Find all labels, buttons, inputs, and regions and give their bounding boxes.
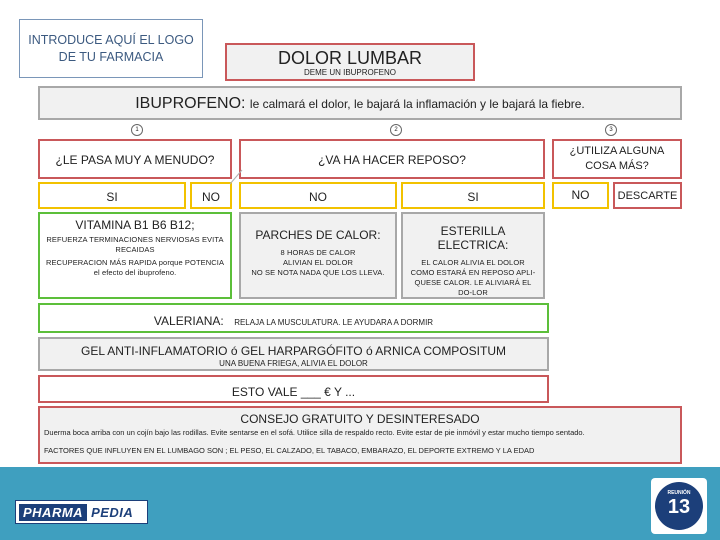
- question-rest: [239, 139, 545, 179]
- step-marker-3: 3: [605, 124, 617, 136]
- step-marker-1: 1: [131, 124, 143, 136]
- answer-no-rest: [239, 182, 397, 209]
- vitamina-box: [38, 212, 232, 299]
- pharmacy-logo-placeholder: [19, 19, 203, 78]
- answer-no-other-text: NO: [571, 188, 590, 202]
- gel-box: [38, 337, 549, 371]
- answer-si-frequency: [38, 182, 186, 209]
- parches-title: PARCHES DE CALOR:: [255, 228, 381, 242]
- vitamina-title: VITAMINA B1 B6 B12;: [75, 218, 195, 232]
- gel-text: UNA BUENA FRIEGA, ALIVIA EL DOLOR: [219, 359, 368, 368]
- parches-line-2: ALIVIAN EL DOLOR: [282, 258, 354, 267]
- question-rest-text: ¿VA HA HACER REPOSO?: [318, 153, 466, 167]
- reunion-13-badge: [655, 482, 703, 530]
- question-frequency: [38, 139, 232, 179]
- vitamina-line-2: RECUPERACION MÁS RAPIDA porque POTENCIA el efecto del ibuprofeno.: [45, 258, 225, 277]
- vitamina-line-1: REFUERZA TERMINACIONES NERVIOSAS EVITA RECAIDAS: [46, 235, 224, 254]
- question-frequency-text: ¿LE PASA MUY A MENUDO?: [55, 153, 215, 167]
- valeriana-title: VALERIANA:: [153, 314, 224, 328]
- price-box: [38, 375, 549, 403]
- price-text: ESTO VALE ___ € Y ...: [231, 385, 356, 399]
- esterilla-title: ESTERILLA ELECTRICA:: [437, 224, 509, 252]
- parches-line-1: 8 HORAS DE CALOR: [280, 248, 356, 257]
- reunion-number: 13: [667, 496, 691, 518]
- valeriana-box: [38, 303, 549, 333]
- answer-no-frequency-text: NO: [202, 190, 220, 204]
- pharmapedia-logo-part-a: PHARMA: [19, 504, 87, 521]
- pharmapedia-logo-part-b: PEDIA: [91, 504, 134, 520]
- logo-placeholder-text: INTRODUCE AQUÍ EL LOGO DE TU FARMACIA: [28, 33, 194, 64]
- connector-line: [226, 168, 246, 188]
- reunion-label: REUNIÓN: [667, 490, 691, 496]
- ibuprofeno-banner: [38, 86, 682, 120]
- answer-no-rest-text: NO: [309, 190, 327, 204]
- answer-descarte-text: DESCARTE: [617, 190, 678, 202]
- step-marker-2: 2: [390, 124, 402, 136]
- header-box: [225, 43, 475, 81]
- question-other-text: ¿UTILIZA ALGUNA COSA MÁS?: [569, 145, 665, 172]
- valeriana-text: RELAJA LA MUSCULATURA. LE AYUDARA A DORMIR: [234, 318, 434, 327]
- reunion-13-logo: [651, 478, 707, 534]
- gel-title: GEL ANTI-INFLAMATORIO ó GEL HARPARGÓFITO ó ARNICA COMPOSITUM: [81, 344, 506, 358]
- answer-no-other: [552, 182, 609, 209]
- answer-si-frequency-text: SI: [106, 190, 118, 204]
- esterilla-box: [401, 212, 545, 299]
- answer-si-rest: [401, 182, 545, 209]
- parches-box: [239, 212, 397, 299]
- consejo-line-2: FACTORES QUE INFLUYEN EN EL LUMBAGO SON ; EL PESO, EL CALZADO, EL TABACO, EMBARAZO, EL DEPORTE EXTREMO Y LA EDAD: [44, 446, 535, 455]
- parches-line-3: NO SE NOTA NADA QUE LOS LLEVA.: [251, 268, 385, 277]
- page-title: DOLOR LUMBAR: [277, 48, 423, 68]
- answer-si-rest-text: SI: [467, 190, 479, 204]
- consejo-line-1: Duerma boca arriba con un cojín bajo las rodillas. Evite sentarse en el sofá. Utilice silla de respaldo recto. Evite estar de pie inmóvil y estar mucho tiempo sentado.: [44, 428, 585, 437]
- page-subtitle: DEME UN IBUPROFENO: [303, 68, 396, 77]
- esterilla-text: EL CALOR ALIVIA EL DOLOR COMO ESTARÁ EN REPOSO APLI-QUESE CALOR. LE ALIVIARÁ EL DO-LOR: [410, 258, 536, 297]
- ibuprofeno-label: IBUPROFENO:: [135, 95, 246, 112]
- consejo-box: [38, 406, 682, 464]
- ibuprofeno-text: le calmará el dolor, le bajará la inflamación y le bajará la fiebre.: [249, 97, 585, 111]
- pharmapedia-logo: [15, 500, 148, 524]
- answer-descarte: [613, 182, 682, 209]
- question-other: [552, 139, 682, 179]
- consejo-title: CONSEJO GRATUITO Y DESINTERESADO: [240, 412, 480, 426]
